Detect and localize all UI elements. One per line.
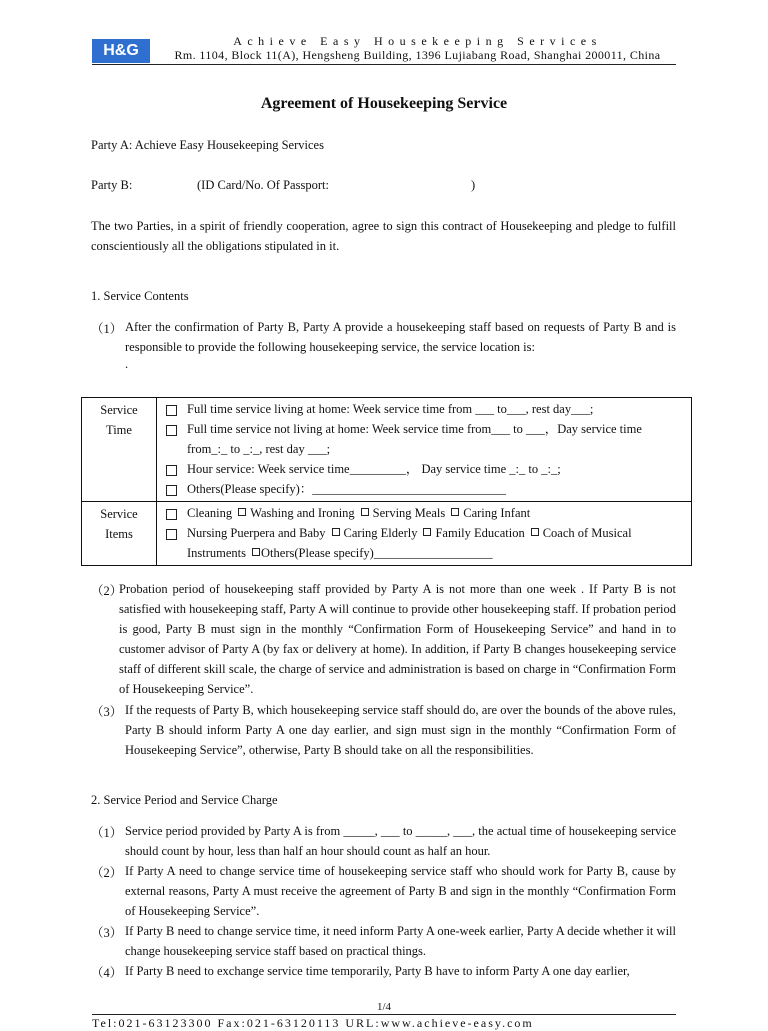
time-option-fulltime-not-living-cont: from_:_ to _:_, rest day ___;	[187, 442, 331, 456]
checkbox[interactable]	[451, 508, 459, 516]
checkbox[interactable]	[166, 425, 177, 436]
service-time-header-line2: Time	[106, 423, 132, 437]
checkbox[interactable]	[238, 508, 246, 516]
checkbox[interactable]	[166, 405, 177, 416]
section2-item2-number: （2）	[91, 866, 123, 880]
section1-item1-text: After the confirmation of Party B, Party A provide a housekeeping staff based on requests of Party B and is responsible to provide the following housekeeping service, the service location is:	[125, 320, 676, 354]
section2-item2-text: If Party A need to change service time of housekeeping service staff who should work for Party B, cause by external reasons, Party A must receive the agreement of Party B and sign in the monthly “Confirmation Form of Housekeeping Service”.	[125, 864, 676, 918]
checkbox[interactable]	[531, 528, 539, 536]
checkbox[interactable]	[166, 529, 177, 540]
time-option-hourly: Hour service: Week service time_________， Day service time _:_ to _:_;	[157, 459, 691, 479]
party-b-close: )	[471, 178, 476, 192]
section1-item1-trailing: .	[125, 357, 129, 371]
section2-item4-text: If Party B need to exchange service time temporarily, Party B have to inform Party A one day earlier,	[125, 964, 630, 978]
checkbox[interactable]	[166, 485, 177, 496]
header-divider	[92, 64, 676, 65]
service-time-row	[82, 398, 692, 502]
checkbox[interactable]	[166, 509, 177, 520]
service-items-line3: Instruments Others(Please specify)___________________	[187, 546, 493, 560]
service-items-line1: Cleaning Washing and Ironing Serving Meals Caring Infant	[157, 503, 691, 523]
section1-heading: 1. Service Contents	[91, 289, 189, 303]
checkbox[interactable]	[166, 465, 177, 476]
time-option-fulltime-not-living: Full time service not living at home: Week service time from___ to ___，Day service time	[157, 419, 691, 439]
footer-divider	[92, 1014, 676, 1015]
section2-item3-text: If Party B need to change service time, it need inform Party A one-week earlier, Party A decide whether it will change housekeeping service staff based on practical things.	[125, 924, 676, 958]
service-time-header	[82, 398, 157, 502]
intro-paragraph: The two Parties, in a spirit of friendly cooperation, agree to sign this contract of Housekeeping and pledge to fulfill conscientiously all the obligations stipulated in it.	[91, 219, 676, 253]
section2-heading: 2. Service Period and Service Charge	[91, 793, 278, 807]
service-items-header	[82, 502, 157, 566]
section2-item4-number: （4）	[91, 966, 123, 980]
checkbox[interactable]	[423, 528, 431, 536]
service-items-header-line1: Service	[100, 507, 138, 521]
party-a: Party A: Achieve Easy Housekeeping Services	[91, 138, 324, 152]
footer-contact: Tel:021-63123300 Fax:021-63120113 URL:www.achieve-easy.com	[92, 1016, 534, 1030]
service-table	[81, 397, 692, 566]
checkbox[interactable]	[361, 508, 369, 516]
section1-item2-text: Probation period of housekeeping staff provided by Party A is not more than one week . If Party B is not satisfied with housekeeping staff, Party A will continue to provide other housekeeping staff. If probation period is good, Party B must sign in the monthly “Confirmation Form of Housekeeping Service” and hand in to customer advisor of Party A (by fax or delivery at home). In addition, if Party B changes housekeeping service staff of different skill scale, the charge of service and administration is based on charge in “Confirmation Form of Housekeeping Service”.	[119, 582, 676, 696]
company-name: Achieve Easy Housekeeping Services	[233, 34, 602, 48]
checkbox[interactable]	[252, 548, 260, 556]
service-items-header-line2: Items	[105, 527, 133, 541]
party-b-label: Party B:	[91, 178, 133, 192]
section2-item1-number: （1）	[91, 826, 123, 840]
party-b-id-label: (ID Card/No. Of Passport:	[197, 178, 329, 192]
time-option-fulltime-living: Full time service living at home: Week service time from ___ to___, rest day___;	[157, 399, 691, 419]
company-address: Rm. 1104, Block 11(A), Hengsheng Building, 1396 Lujiabang Road, Shanghai 200011, China	[174, 48, 661, 62]
service-items-row	[82, 502, 692, 566]
company-logo: H&G	[92, 39, 150, 63]
service-time-header-line1: Service	[100, 403, 138, 417]
page-number: 1/4	[376, 1001, 392, 1013]
document-title: Agreement of Housekeeping Service	[260, 95, 508, 112]
service-items-options	[157, 502, 692, 566]
service-items-line2: Nursing Puerpera and Baby Caring Elderly Family Education Coach of Musical	[157, 523, 691, 543]
section2-item3-number: （3）	[91, 926, 123, 940]
section2-item1-text: Service period provided by Party A is from _____, ___ to _____, ___, the actual time of housekeeping service should count by hour, less than half an hour should count as half an hour.	[125, 824, 676, 858]
section1-item3-number: （3）	[91, 705, 123, 719]
checkbox[interactable]	[332, 528, 340, 536]
section1-item3-text: If the requests of Party B, which housekeeping service staff should do, are over the bounds of the above rules, Party B should inform Party A one day earlier, and sign must sign in the monthly “Confirmation Form of Housekeeping Service”, otherwise, Party B should take on all the responsibilities.	[125, 703, 676, 757]
service-time-options	[157, 398, 692, 502]
section1-item1-number: （1）	[91, 322, 123, 336]
section1-item2-number: （2）	[91, 584, 123, 598]
time-option-others: Others(Please specify)：_______________________________	[157, 479, 691, 499]
